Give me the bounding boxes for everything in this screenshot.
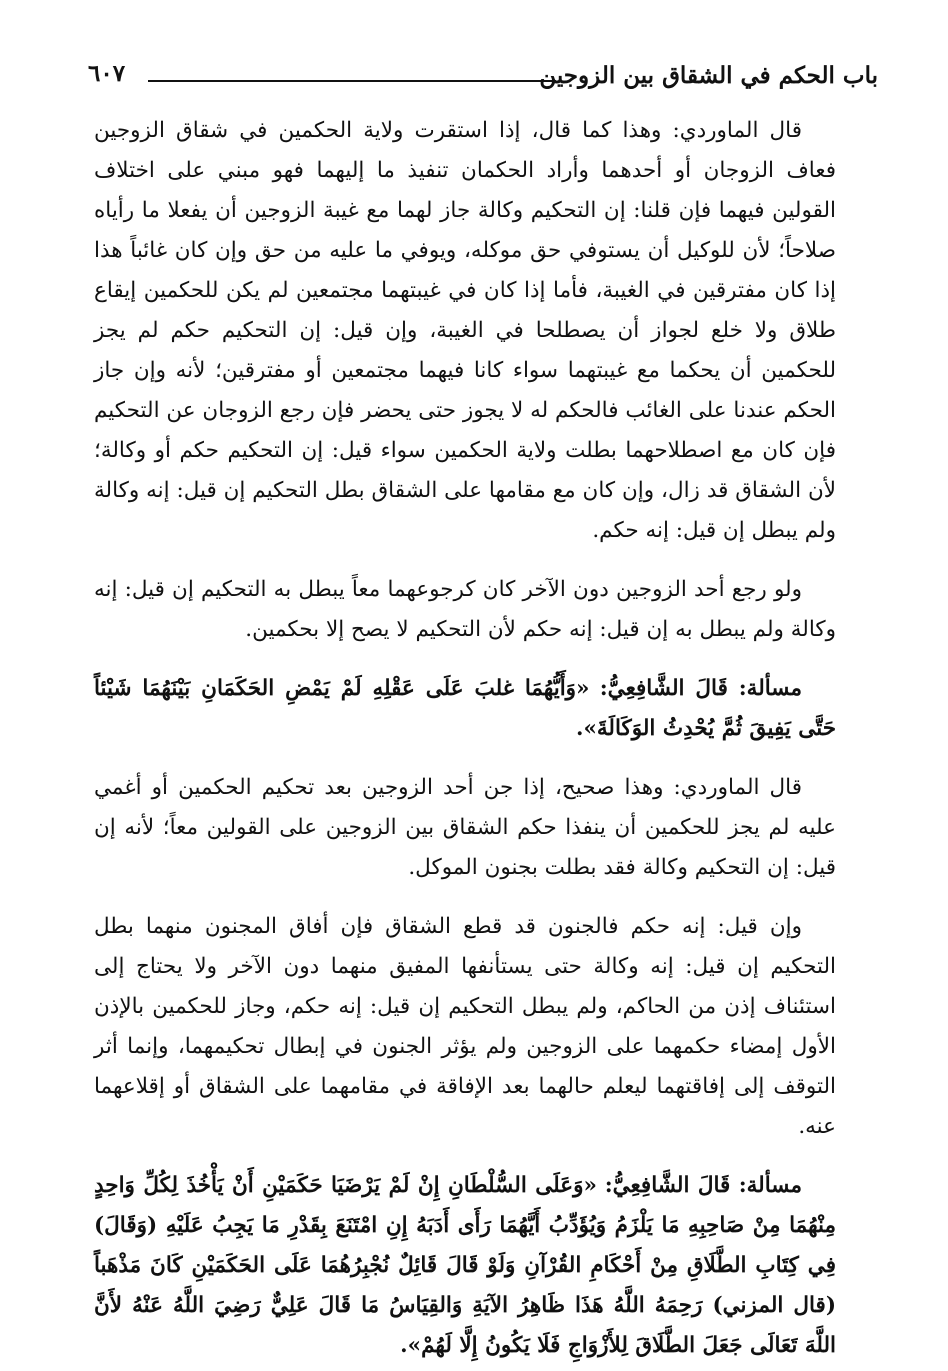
quotation: «وَأَيُّهُمَا غلبَ عَلَى عَقْلِهِ لَمْ يَمْضِ الحَكَمَانِ بَيْنَهُمَا شَيْئاً حَتَّى يَفِيقَ ثُمَّ يُحْدِثُ الوَكَالَةَ». — [94, 676, 836, 741]
masala-label: مسألة: قَالَ الشَّافِعِيُّ: — [599, 676, 802, 701]
masala-paragraph — [94, 669, 836, 749]
body-text — [94, 111, 836, 1366]
masala-label: مسألة: قَالَ الشَّافِعِيُّ: — [604, 1173, 802, 1198]
paragraph: قال الماوردي: وهذا كما قال، إذا استقرت ولاية الحكمين في شقاق الزوجين فعاف الزوجان أو أحدهما وأراد الحكمان تنفيذ ما إليهما فهو مبني على اختلاف القولين فيهما فإن قلنا: إن التحكيم وكالة جاز لهما مع غيبة الزوجين أن يفعلا ما رأياه صلاحاً؛ لأن للوكيل أن يستوفي حق موكله، ويوفي ما عليه من حق وإن كان غائباً هذا إذا كان مفترقين في الغيبة، فأما إذا كان في غيبتهما مجتمعين لم يكن للحكمين إيقاع طلاق ولا خلع لجواز أن يصطلحا في الغيبة، وإن قيل: إن التحكيم حكم لم يجز للحكمين أن يحكما مع غيبتهما سواء كانا فيهما مجتمعين أو مفترقين؛ لأنه وإن جاز الحكم عندنا على الغائب فالحكم له لا يجوز حتى يحضر فإن رجع الزوجان عن التحكيم فإن كان مع اصطلاحهما بطلت ولاية الحكمين سواء قيل: إن التحكيم حكم أو وكالة؛ لأن الشقاق قد زال، وإن كان مع مقامها على الشقاق بطل التحكيم إن قيل: إنه وكالة ولم يبطل إن قيل: إنه حكم. — [94, 118, 836, 543]
header-rule — [148, 80, 556, 82]
paragraph: ولو رجع أحد الزوجين دون الآخر كان كرجوعهما معاً يبطل به التحكيم إن قيل: إنه وكالة ولم يبطل به إن قيل: إنه حكم لأن التحكيم لا يصح إلا بحكمين. — [94, 577, 836, 642]
masala-paragraph — [94, 1166, 836, 1366]
running-header — [88, 60, 878, 100]
quotation: «وَعَلَى السُّلْطَانِ إِنْ لَمْ يَرْضَيَا حَكَمَيْنِ أَنْ يَأْخُذَ لِكُلِّ وَاحِدٍ مِنْهُمَا مِنْ صَاحِبِهِ مَا يَلْزَمُ وَيُؤَدِّبُ أَيَّهُمَا رَأَى أَدَبَهُ إِنِ امْتَنَعَ بِقَدْرِ مَا يَجِبُ عَلَيْهِ (وَقَالَ) فِي كِتَابِ الطَّلَاقِ مِنْ أَحْكَامِ القُرْآنِ وَلَوْ قَالَ قَائِلٌ نُجْبِرُهُمَا عَلَى الحَكَمَيْنِ كَانَ مَذْهَباً (قال المزني) رَحِمَهُ اللَّهُ هَذَا ظَاهِرُ الآيَةِ وَالقِيَاسُ مَا قَالَ عَلِيٌّ رَضِيَ اللَّهُ عَنْهُ لأَنَّ اللَّهَ تَعَالَى جَعَلَ الطَّلَاقَ لِلأَزْوَاجِ فَلَا يَكُونُ إِلَّا لَهُمْ». — [94, 1173, 836, 1358]
chapter-title: باب الحكم في الشقاق بين الزوجين — [539, 62, 878, 89]
page-number: ٦٠٧ — [88, 60, 126, 87]
paragraph: وإن قيل: إنه حكم فالجنون قد قطع الشقاق فإن أفاق المجنون منهما بطل التحكيم إن قيل: إنه وكالة حتى يستأنفها المفيق منهما دون الآخر ولا يحتاج إلى استئناف إذن من الحاكم، ولم يبطل التحكيم إن قيل: إنه حكم، وجاز للحكمين بالإذن الأول إمضاء حكمهما على الزوجين ولم يؤثر الجنون في إبطال تحكيمهما، وإنما أثر التوقف إلى إفاقتهما ليعلم حالهما بعد الإفاقة في مقامهما على الشقاق أو إقلاعهما عنه. — [94, 914, 836, 1139]
paragraph: قال الماوردي: وهذا صحيح، إذا جن أحد الزوجين بعد تحكيم الحكمين أو أغمي عليه لم يجز للحكمين أن ينفذا حكم الشقاق بين الزوجين على القولين معاً؛ لأنه إن قيل: إن التحكيم وكالة فقد بطلت بجنون الموكل. — [94, 775, 836, 880]
